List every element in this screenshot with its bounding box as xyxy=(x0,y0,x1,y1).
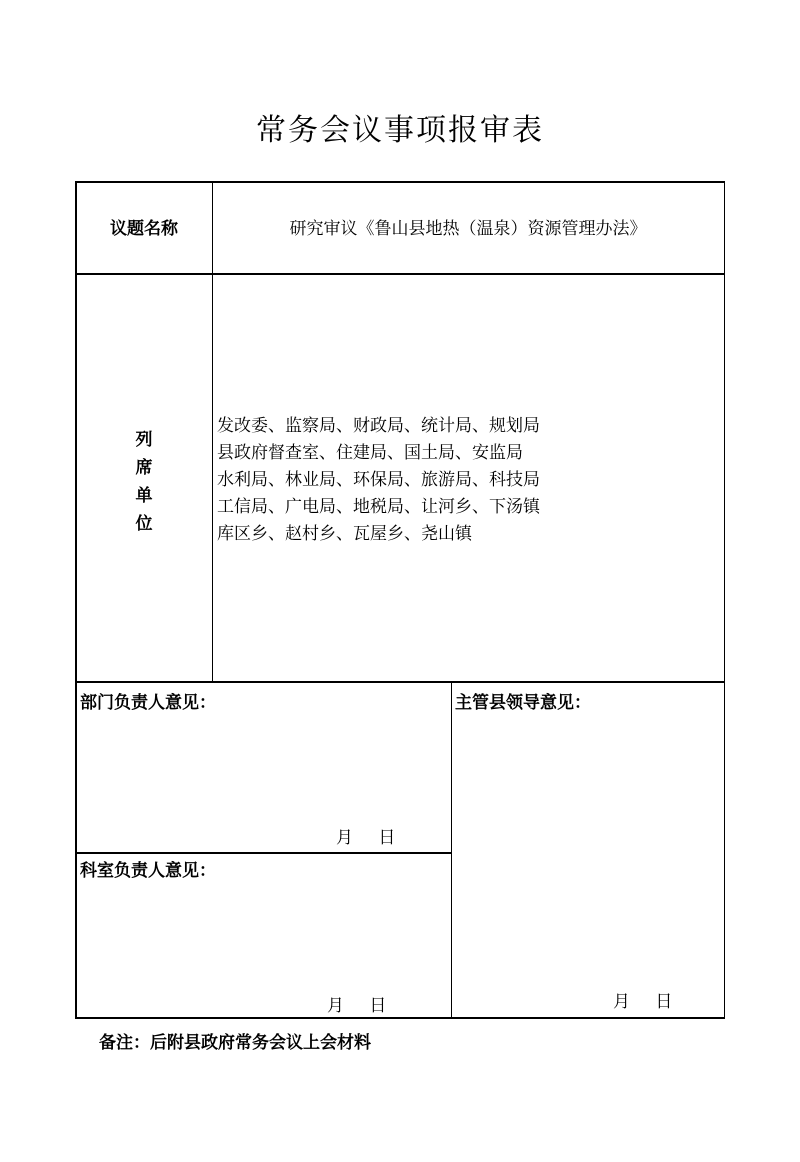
opinion-column-divider xyxy=(451,681,453,1018)
county-leader-date: 月 日 xyxy=(613,992,673,1012)
attendee-label-char: 位 xyxy=(135,514,153,534)
attendee-line: 水利局、林业局、环保局、旅游局、科技局 xyxy=(217,470,540,490)
table-bottom-border xyxy=(75,1017,725,1019)
remarks-note: 备注：后附县政府常务会议上会材料 xyxy=(99,1033,371,1053)
table-left-border xyxy=(75,181,77,1018)
attendee-label-char: 席 xyxy=(135,458,153,478)
attendee-row-divider xyxy=(75,681,725,683)
attendee-line: 工信局、广电局、地税局、让河乡、下汤镇 xyxy=(217,497,540,517)
topic-name-value: 研究审议《鲁山县地热（温泉）资源管理办法》 xyxy=(289,219,647,239)
section-head-opinion-label: 科室负责人意见： xyxy=(80,861,216,881)
department-section-divider xyxy=(75,852,452,854)
table-right-border xyxy=(724,181,726,1018)
form-title: 常务会议事项报审表 xyxy=(256,113,544,148)
attendee-line: 库区乡、赵村乡、瓦屋乡、尧山镇 xyxy=(217,524,472,544)
topic-row-divider xyxy=(75,273,725,275)
attendee-label-char: 单 xyxy=(135,486,153,506)
attendee-line: 县政府督查室、住建局、国土局、安监局 xyxy=(217,443,523,463)
county-leader-opinion-label: 主管县领导意见： xyxy=(455,693,591,713)
attendee-line: 发改委、监察局、财政局、统计局、规划局 xyxy=(217,416,540,436)
attendee-units-label xyxy=(76,426,212,538)
attendee-label-char: 列 xyxy=(135,430,153,450)
table-top-border xyxy=(75,181,725,183)
section-head-date: 月 日 xyxy=(327,996,387,1016)
attendee-units-list xyxy=(217,413,717,548)
department-head-date: 月 日 xyxy=(336,828,396,848)
topic-name-label: 议题名称 xyxy=(110,219,178,239)
department-head-opinion-label: 部门负责人意见： xyxy=(80,693,216,713)
